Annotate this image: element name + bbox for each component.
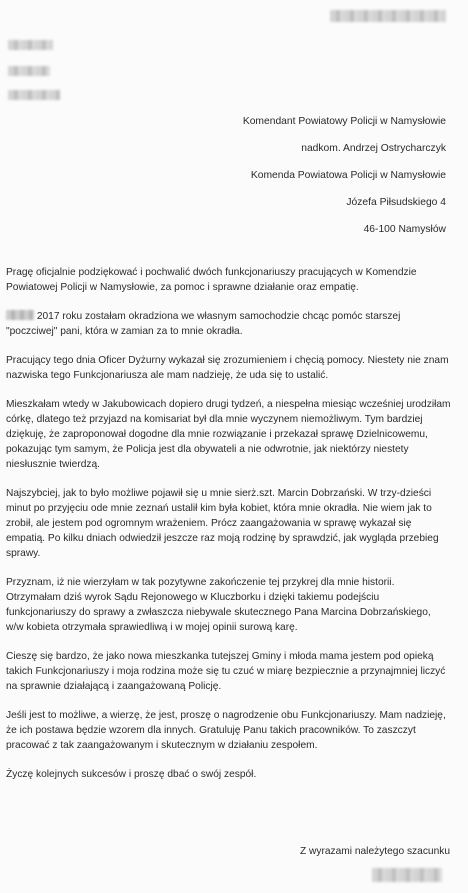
redacted-sender-address xyxy=(8,66,50,76)
letter-body xyxy=(6,265,451,794)
recipient-city: 46-100 Namysłów xyxy=(363,224,446,235)
recipient-title: Komendant Powiatowy Policji w Namysłowie xyxy=(242,116,446,127)
paragraph-4: Mieszkałam wtedy w Jakubowicach dopiero drugi tydzeń, a niespełna miesiąc wcześniej urodziłam córkę, dlatego też przyjazd na komisariat był dla mnie wyczynem niemożliwym. Tym bardziej dziękuję, że zaproponował dogodne dla mnie rozwiązanie i przekazał sprawę Dzielnicowemu, pokazując tym samym, że Policja jest dla obywateli a nie odwrotnie, jak niektórzy niestety niesłusznie twierdzą. xyxy=(6,399,451,470)
redacted-sender-name xyxy=(8,40,53,50)
redacted-date xyxy=(330,10,446,22)
paragraph-6: Przyznam, iż nie wierzyłam w tak pozytywne zakończenie tej przykrej dla mnie historii. Otrzymałam dziś wyrok Sądu Rejonowego w Kluczborku i dzięki takiemu podejściu funkcjonariuszy do sprawy a zwłaszcza niebywale skutecznego Pana Marcina Dobrzańskiego, w/w kobieta otrzymała sprawiedliwą i w mojej opinii surową karę. xyxy=(6,577,431,633)
paragraph-7: Cieszę się bardzo, że jako nowa mieszkanka tutejszej Gminy i młoda mama jestem pod opieką takich Funkcjonariuszy i moja rodzina może się tu czuć w miarę bezpiecznie a przynajmniej liczyć na sprawnie działającą i zaangażowaną Policję. xyxy=(6,651,446,692)
paragraph-3: Pracujący tego dnia Oficer Dyżurny wykazał się zrozumieniem i chęcią pomocy. Niestety nie znam nazwiska tego Funkcjonariusza ale mam nadzieję, że uda się to ustalić. xyxy=(6,355,449,381)
paragraph-5: Najszybciej, jak to było możliwe pojawił się u mnie sierż.szt. Marcin Dobrzański. W trzy-dzieści minut po przyjęciu ode mnie zeznań ustalił kim była kobiet, która mnie okradła. Nie wiem jak to zrobił, ale jestem pod ogromnym wrażeniem. Prócz zaangażowania w sprawę wykazał się empatią. Po kilku dniach odwiedził jeszcze raz moją rodzinę by sprawdzić, jak wygląda przebieg sprawy. xyxy=(6,488,439,559)
paragraph-9: Życzę kolejnych sukcesów i proszę dbać o swój zespół. xyxy=(6,769,257,780)
paragraph-1: Pragę oficjalnie podziękować i pochwalić dwóch funkcjonariuszy pracujących w Komendzie Powiatowej Policji w Namysłowie, za pomoc i sprawne działanie oraz empatię. xyxy=(6,267,417,293)
paragraph-2 xyxy=(6,309,451,339)
redacted-sender-city xyxy=(8,90,60,100)
redacted-date-inline xyxy=(6,310,34,320)
recipient-street: Józefa Piłsudskiego 4 xyxy=(346,197,446,208)
recipient-institution: Komenda Powiatowa Policji w Namysłowie xyxy=(250,170,446,181)
redacted-signature xyxy=(372,868,442,882)
recipient-name: nadkom. Andrzej Ostrycharczyk xyxy=(301,143,446,154)
paragraph-8: Jeśli jest to możliwe, a wierzę, że jest, proszę o nagrodzenie obu Funkcjonariuszy. Mam nadzieję, że ich postawa będzie wzorem dla innych. Gratuluję Panu takich pracowników. To zaszczyt pracować z tak zaangażowanym i skutecznym w działaniu zespołem. xyxy=(6,710,446,751)
closing-salutation: Z wyrazami należytego szacunku xyxy=(299,846,450,857)
paragraph-2-text: 2017 roku zostałam okradziona we własnym samochodzie chcąc pomóc starszej "poczciwej" pani, która w zamian za to mnie okradła. xyxy=(6,311,401,337)
recipient-block xyxy=(243,117,446,252)
